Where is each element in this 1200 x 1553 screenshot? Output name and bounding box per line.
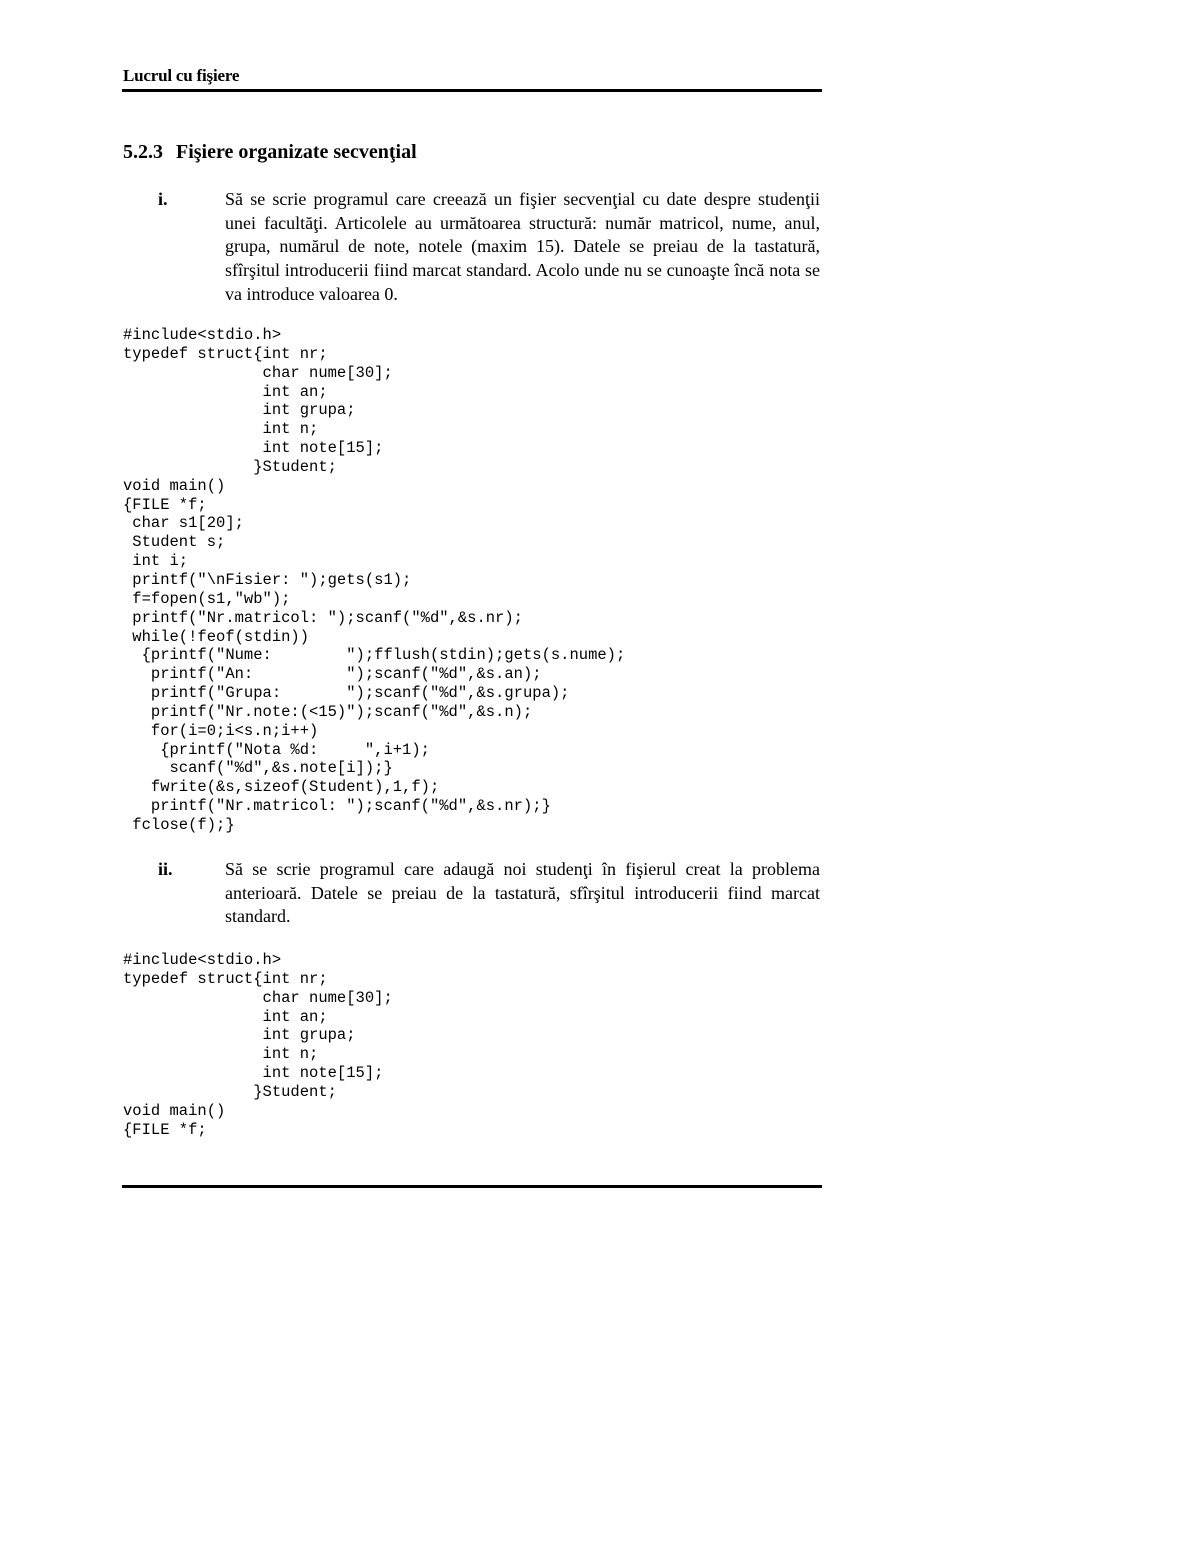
section-title: Fişiere organizate secvenţial (176, 141, 417, 163)
section-number: 5.2.3 (123, 141, 163, 163)
footer-rule (122, 1185, 822, 1188)
section-heading (123, 141, 417, 164)
problem-text: Să se scrie programul care adaugă noi studenţi în fişierul creat la problema anterioară. Datele se preiau de la tastatură, sfîrşitul introducerii fiind marcat standard. (225, 859, 820, 927)
code-listing: #include<stdio.h> typedef struct{int nr; char nume[30]; int an; int grupa; int n; int note[15]; }Student; void main() {FILE *f; (123, 951, 393, 1139)
problem-marker: i. (158, 189, 168, 209)
running-header: Lucrul cu fişiere (123, 66, 240, 85)
header-rule (122, 89, 822, 92)
problem-marker: ii. (158, 859, 173, 879)
code-listing: #include<stdio.h> typedef struct{int nr; char nume[30]; int an; int grupa; int n; int note[15]; }Student; void main() {FILE *f; char s1[20]; Student s; int i; printf("\nFisier: ");gets(s1); f=fopen(s1,"wb"); printf("Nr.matricol: ");scanf("%d",&s.nr); while(!feof(stdin)) {printf("Nume: ");fflush(stdin);gets(s.nume); printf("An: ");scanf("%d",&s.an); printf("Grupa: ");scanf("%d",&s.grupa); printf("Nr.note:(<15)");scanf("%d",&s.n); for(i=0;i<s.n;i++) {printf("Nota %d: ",i+1); scanf("%d",&s.note[i]);} fwrite(&s,sizeof(Student),1,f); printf("Nr.matricol: ");scanf("%d",&s.nr);} fclose(f);} (123, 326, 626, 834)
problem-text: Să se scrie programul care creează un fişier secvenţial cu date despre studenţii unei facultăţi. Articolele au următoarea structură: număr matricol, nume, anul, grupa, numărul de note, notele (maxim 15). Datele se preiau de la tastatură, sfîrşitul introducerii fiind marcat standard. Acolo unde nu se cunoaşte încă nota se va introduce valoarea 0. (225, 189, 820, 304)
